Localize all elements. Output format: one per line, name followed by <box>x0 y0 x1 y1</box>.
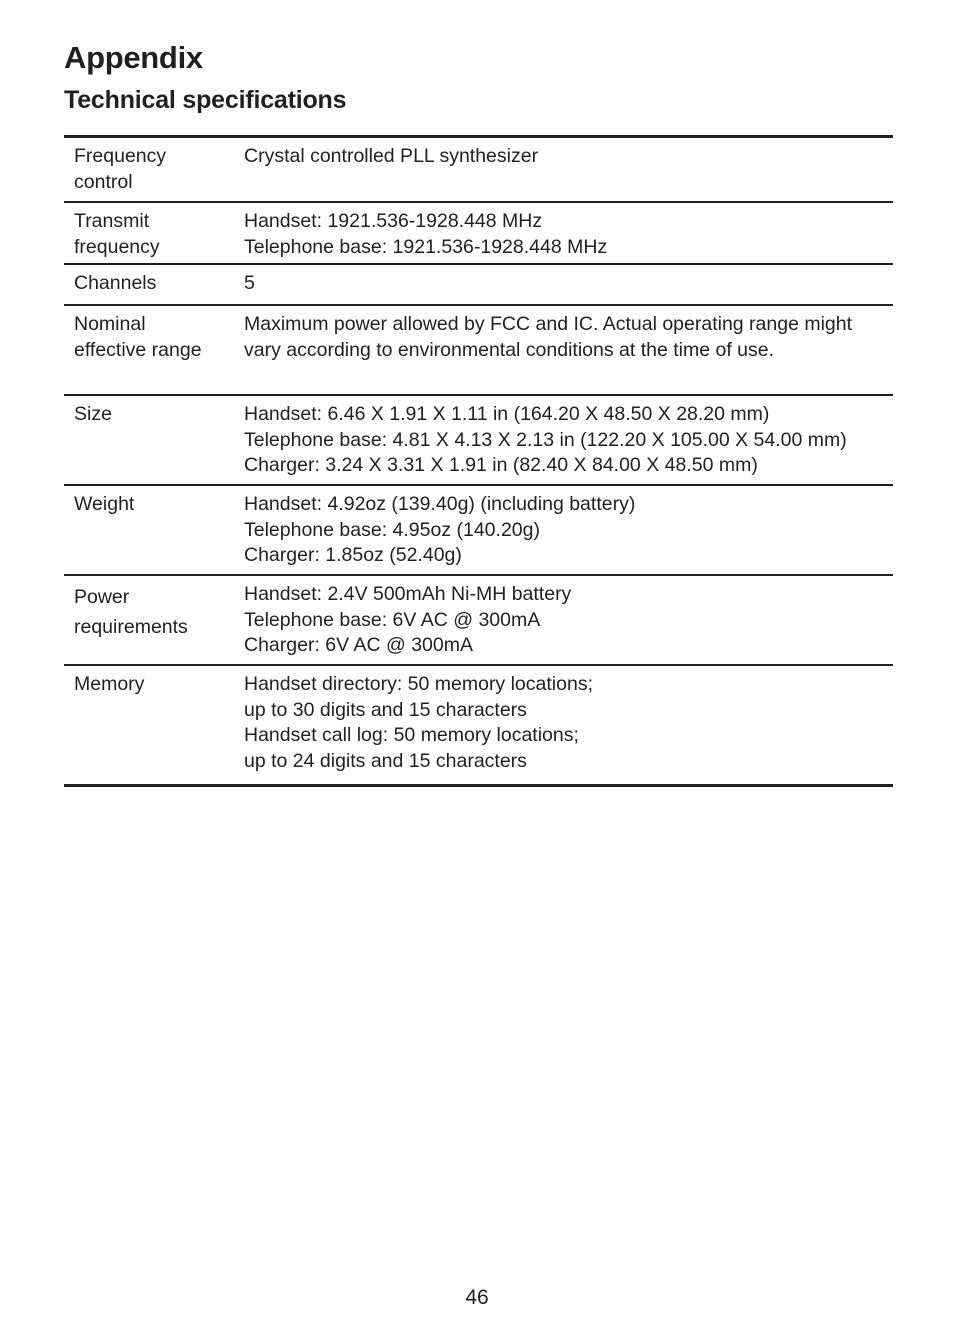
spec-value-line: Charger: 3.24 X 3.31 X 1.91 in (82.40 X 84.00 X 48.50 mm) <box>244 454 758 476</box>
spec-value-line: Maximum power allowed by FCC and IC. Actual operating range might vary according to environmental conditions at the time of use. <box>244 313 853 361</box>
spec-row-transmit-frequency <box>64 203 893 265</box>
spec-value-line: Charger: 1.85oz (52.40g) <box>244 544 462 566</box>
spec-label: Weight <box>74 493 135 515</box>
spec-row-weight <box>64 486 893 576</box>
spec-row-channels <box>64 265 893 306</box>
spec-value-line: Handset: 4.92oz (139.40g) (including battery) <box>244 493 636 515</box>
spec-row-power-requirements <box>64 576 893 666</box>
spec-value <box>244 271 889 297</box>
spec-label: Size <box>74 403 112 425</box>
spec-row-frequency-control <box>64 138 893 203</box>
spec-table <box>64 135 893 787</box>
spec-value <box>244 144 889 170</box>
spec-row-memory <box>64 666 893 787</box>
spec-value-line: Telephone base: 4.95oz (140.20g) <box>244 518 540 541</box>
spec-label: Frequency control <box>74 145 167 193</box>
spec-value-line: Telephone base: 1921.536-1928.448 MHz <box>244 235 608 258</box>
page-number: 46 <box>465 1286 489 1309</box>
spec-value-line: Handset: 2.4V 500mAh Ni-MH battery <box>244 583 572 605</box>
spec-value <box>244 312 889 363</box>
spec-value-line: Telephone base: 4.81 X 4.13 X 2.13 in (122.20 X 105.00 X 54.00 mm) <box>244 428 847 451</box>
spec-label: Nominal effective range <box>74 313 202 361</box>
spec-label: Channels <box>74 272 157 294</box>
spec-value <box>244 672 889 774</box>
spec-value-line: 5 <box>244 272 255 294</box>
spec-value <box>244 492 889 569</box>
spec-row-nominal-effective-range <box>64 306 893 396</box>
spec-value-line: Telephone base: 6V AC @ 300mA <box>244 608 541 631</box>
spec-value-line: Charger: 6V AC @ 300mA <box>244 634 473 656</box>
spec-value-line: Handset directory: 50 memory locations; <box>244 673 593 695</box>
spec-value-line: Handset call log: 50 memory locations; <box>244 724 579 746</box>
spec-value <box>244 209 889 260</box>
spec-row-size <box>64 396 893 486</box>
page-title: Appendix <box>64 40 203 75</box>
spec-label: Transmit frequency <box>74 210 160 258</box>
spec-value-line: Handset: 1921.536-1928.448 MHz <box>244 210 543 232</box>
spec-label: Power requirements <box>74 586 188 638</box>
spec-value <box>244 582 889 659</box>
section-title: Technical specifications <box>64 86 347 114</box>
spec-value-line: up to 30 digits and 15 characters <box>244 698 527 721</box>
spec-value-line: up to 24 digits and 15 characters <box>244 749 527 772</box>
spec-label: Memory <box>74 673 145 695</box>
spec-value-line: Crystal controlled PLL synthesizer <box>244 145 539 167</box>
spec-value-line: Handset: 6.46 X 1.91 X 1.11 in (164.20 X 48.50 X 28.20 mm) <box>244 403 770 425</box>
spec-value <box>244 402 889 479</box>
